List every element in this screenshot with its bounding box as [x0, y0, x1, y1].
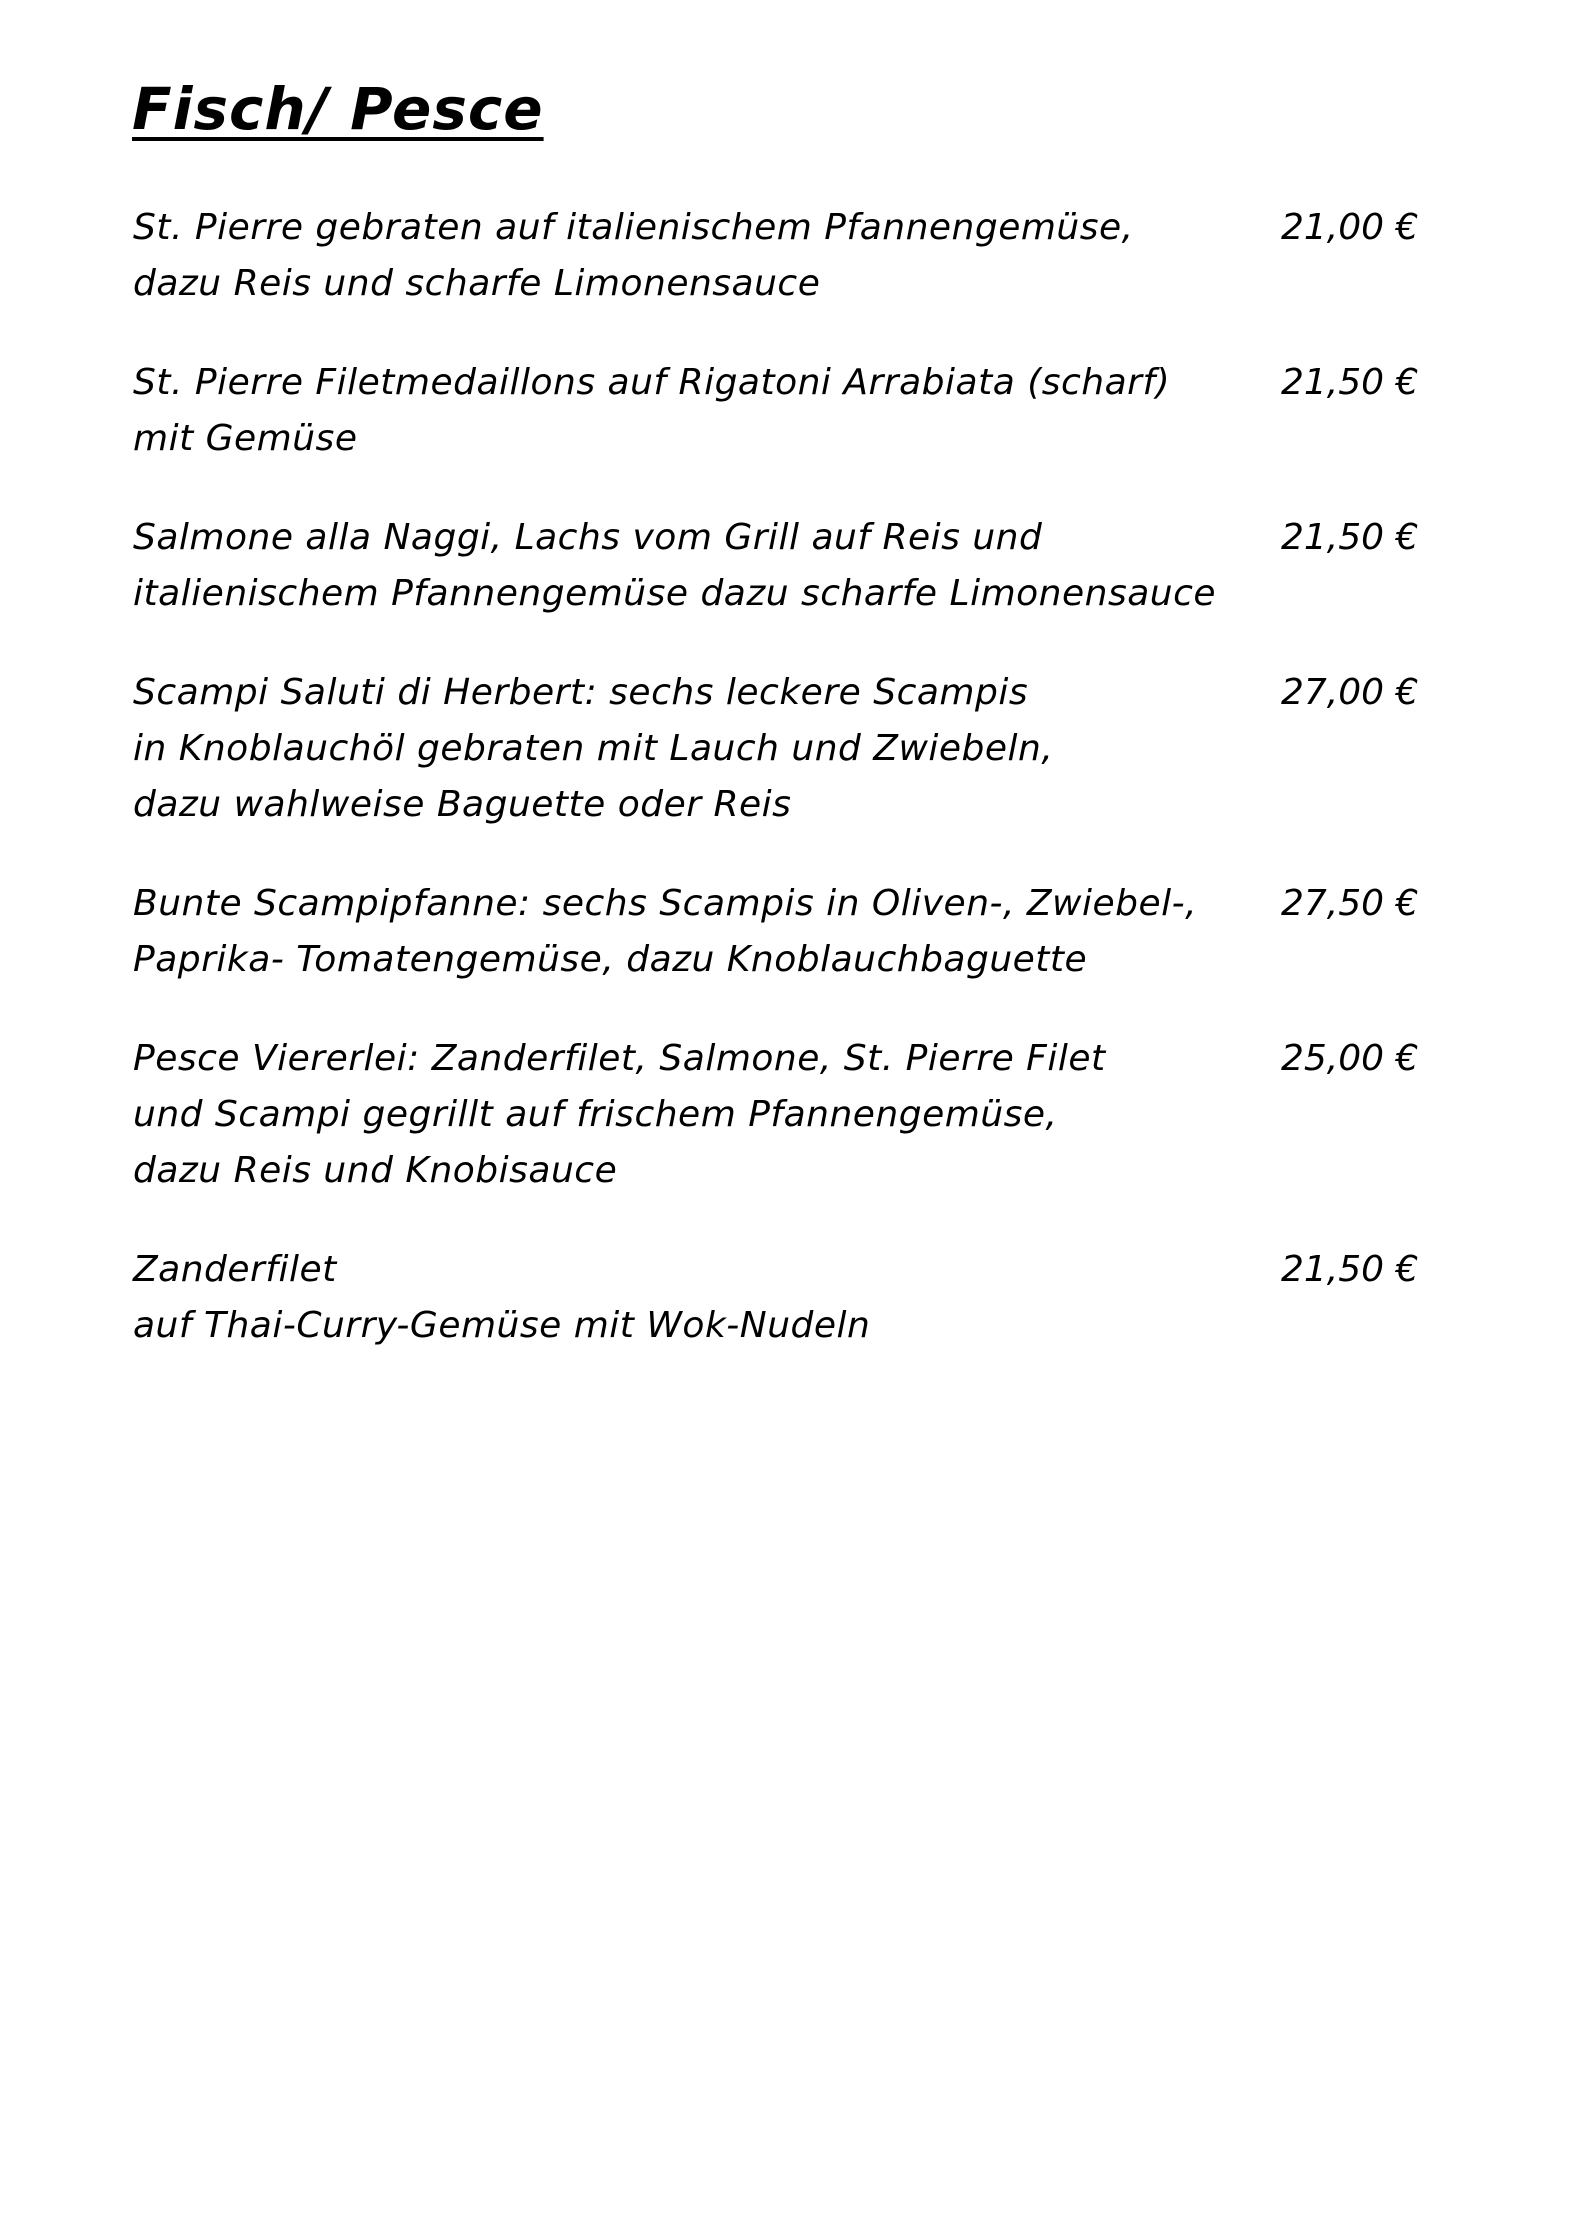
menu-item — [133, 200, 1453, 312]
menu-item — [133, 355, 1453, 467]
item-price: 21,50 € — [1281, 1249, 1419, 1290]
menu-list — [133, 200, 1453, 1397]
description-line: Scampi Saluti di Herbert: sechs leckere Scampis — [133, 672, 1029, 713]
menu-item — [133, 1031, 1453, 1199]
page-title: Fisch/ Pesce — [132, 75, 544, 143]
item-price: 21,50 € — [1281, 362, 1419, 403]
item-description — [133, 665, 1193, 833]
description-line: Bunte Scampipfanne: sechs Scampis in Oliven-, Zwiebel-, — [133, 883, 1198, 924]
description-line: mit Gemüse — [133, 418, 358, 459]
description-line: St. Pierre Filetmedaillons auf Rigatoni Arrabiata (scharf) — [133, 362, 1171, 403]
description-line: und Scampi gegrillt auf frischem Pfannengemüse, — [133, 1094, 1058, 1135]
item-description — [133, 510, 1217, 622]
description-line: Zanderfilet — [133, 1249, 337, 1290]
item-price: 21,50 € — [1281, 517, 1419, 558]
description-line: Pesce Viererlei: Zanderfilet, Salmone, St. Pierre Filet — [133, 1038, 1106, 1079]
description-line: italienischem Pfannengemüse dazu scharfe Limonensauce — [133, 573, 1217, 614]
description-line: auf Thai-Curry-Gemüse mit Wok-Nudeln — [133, 1305, 871, 1346]
item-price: 21,00 € — [1281, 207, 1419, 248]
item-price: 27,00 € — [1281, 672, 1419, 713]
item-price: 27,50 € — [1281, 883, 1419, 924]
menu-item — [133, 510, 1453, 622]
menu-item — [133, 1242, 1453, 1354]
item-price: 25,00 € — [1281, 1038, 1419, 1079]
description-line: dazu Reis und scharfe Limonensauce — [133, 263, 821, 304]
item-description — [133, 876, 1198, 988]
item-description — [133, 355, 1193, 467]
description-line: Salmone alla Naggi, Lachs vom Grill auf Reis und — [133, 517, 1043, 558]
item-description — [133, 1242, 1193, 1354]
description-line: dazu Reis und Knobisauce — [133, 1150, 618, 1191]
menu-item — [133, 665, 1453, 833]
menu-item — [133, 876, 1453, 988]
item-description — [133, 200, 1193, 312]
description-line: dazu wahlweise Baguette oder Reis — [133, 784, 792, 825]
description-line: in Knoblauchöl gebraten mit Lauch und Zwiebeln, — [133, 728, 1054, 769]
description-line: Paprika- Tomatengemüse, dazu Knoblauchbaguette — [133, 939, 1088, 980]
item-description — [133, 1031, 1193, 1199]
description-line: St. Pierre gebraten auf italienischem Pfannengemüse, — [133, 207, 1134, 248]
